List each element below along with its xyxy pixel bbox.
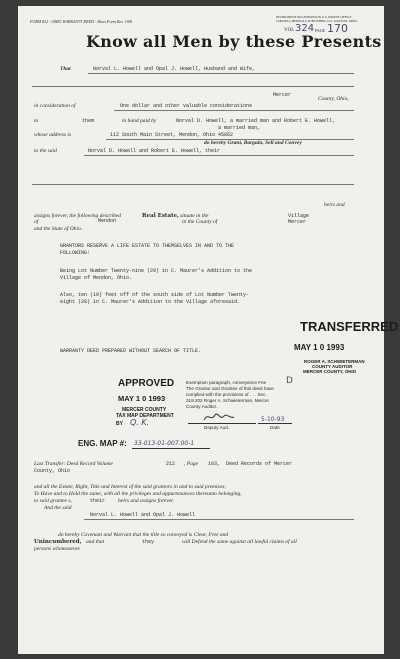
exemption-line-5: County Auditor. [186, 404, 218, 409]
grantees-line-2: a married man, [218, 125, 261, 131]
exemption-line-4: 319.202 Roger A. Schwieterman, Mercer [186, 398, 269, 403]
last-transfer-page: 103, [208, 461, 221, 467]
covenant-line-1: do hereby Covenant and Warrant that the title so conveyed is Clear, Free and [58, 532, 229, 538]
tax-map-line-2: TAX MAP DEPARTMENT [116, 413, 174, 419]
assigns-line: assigns forever, the following described [34, 213, 122, 219]
exemption-mark: D [286, 376, 293, 386]
date-label: Date [270, 425, 280, 430]
exemption-line-1: Exemption paragraph, conveyance Fee [186, 380, 267, 385]
county-label: County, Ohio, [318, 96, 349, 102]
deed-page [18, 6, 399, 654]
eng-map-value: 33-013-01-007.00-1 [134, 440, 195, 447]
form-id: FORM 822 - OHIO WARRANTY DEED - Short Form Rev. 1991 [30, 19, 133, 24]
last-transfer-volume: 212 [166, 461, 176, 467]
address-value: 112 South Main Street, Mendon, Ohio 45862 [110, 132, 234, 138]
county-value: Mercer [273, 92, 292, 98]
rule [258, 423, 292, 424]
page-label: PAGE [315, 28, 326, 33]
eng-map-label: ENG. MAP #: [78, 439, 127, 448]
exemption-line-3: complied with the provisions of . . . Sec. [186, 392, 267, 397]
exemption-line-2: The Grantor and Grantee of this deed have [186, 386, 274, 391]
rule [84, 155, 354, 156]
them-value: them [82, 118, 95, 124]
grantors-again: Norval L. Howell and Opal J. Howell [90, 512, 196, 518]
situate-label: situate in the [180, 213, 209, 219]
real-estate-label: Real Estate, [142, 213, 179, 219]
approved-stamp: APPROVED [118, 378, 175, 389]
auditor-county: MERCER COUNTY, OHIO [303, 369, 357, 374]
mendon-value: Mendon [98, 218, 117, 224]
approved-date: MAY 1 0 1993 [118, 394, 166, 403]
rule [32, 86, 354, 87]
signature-date: 5-10-93 [261, 416, 285, 423]
recorder-note-1: INSTRUMENT REGISTERED IN U.S. PATENT OFFICE [276, 15, 352, 19]
consideration-label: in consideration of [34, 103, 76, 109]
deed-heading: Know all Men by these Presents [86, 32, 382, 51]
village-value: Village [288, 213, 310, 219]
grantees-short: Norval D. Howell and Robert E. Howell, their [88, 148, 221, 154]
reserve-line-2: FOLLOWING: [60, 250, 91, 256]
recorder-note-2: CORNELL-HEIKKILA PUBLISHING CO., DAYTON, OHIO [276, 19, 357, 23]
vol-label: VOL [284, 28, 295, 33]
deputy-label: Deputy Aud. [204, 425, 230, 430]
transferred-stamp: TRANSFERRED [300, 319, 399, 334]
auditor-name: ROGER A. SCHWIETERMAN [304, 359, 365, 364]
lot-line-1: Being Lot Number Twenty-nine (29) in C. Maurer's Addition to the [60, 268, 253, 274]
rule [188, 423, 256, 424]
also-line-2: eight (28) in C. Maurer's Addition to the Village aforesaid. [60, 299, 241, 305]
of-label: of [34, 219, 39, 225]
estate-line-2: To Have and to Hold the same, with all the privileges and appurtenances thereunto belonging, [34, 491, 242, 497]
state-line: and the State of Ohio. [34, 226, 83, 232]
lot-line-2: Village of Mendon, Ohio. [60, 275, 133, 281]
also-line-1: Also, ten (10) feet off of the south side of Lot Number Twenty- [60, 292, 250, 298]
grantees-line-1: Norval D. Howell, a married man and Robert E. Howell, [176, 118, 336, 124]
last-transfer-page-label: , Page [184, 461, 199, 467]
covenant-line-2a: Unincumbered, [34, 539, 82, 545]
grant-clause: do hereby Grant, Bargain, Sell and Convey [204, 140, 302, 146]
last-transfer-records: Deed Records of Mercer [226, 461, 293, 467]
heirs-and: heirs and [324, 202, 345, 208]
auditor-title: COUNTY AUDITOR [312, 364, 353, 369]
consideration-value: One dollar and other valuable considerations [120, 103, 253, 109]
covenant-line-2c: they [142, 539, 155, 545]
page-number: 170 [327, 22, 348, 35]
rule [132, 448, 210, 449]
by-initials: Q. K. [130, 418, 150, 427]
last-transfer-label: Last Transfer: Deed Record Volume [34, 461, 113, 467]
rule [88, 73, 354, 74]
estate-line-3c: heirs and assigns forever. [118, 498, 175, 504]
mercer-value: Mercer [288, 219, 307, 225]
vol-number: 324 [295, 23, 315, 34]
estate-line-3a: to said grantee s, [34, 498, 72, 504]
covenant-line-3: persons whomsoever. [34, 546, 81, 552]
address-label: whose address is [34, 132, 72, 138]
tax-map-line-1: MERCER COUNTY [122, 407, 167, 413]
reserve-line-1: GRANTORS RESERVE A LIFE ESTATE TO THEMSELVES IN AND TO THE [60, 243, 235, 249]
warranty-note: WARRANTY DEED PREPARED WITHOUT SEARCH OF TITLE. [60, 348, 202, 354]
in-county-of: in the County of [182, 219, 218, 225]
by-label: BY [116, 421, 123, 427]
rule [84, 519, 354, 520]
estate-line-3b: their [90, 498, 106, 504]
covenant-line-2d: will Defend the same against all lawful claims of all [182, 539, 297, 545]
to-said-label: to the said [34, 148, 57, 154]
and-the-said: And the said [44, 505, 72, 511]
transfer-date: MAY 1 0 1993 [294, 343, 345, 352]
paid-by-label: in hand paid by [122, 118, 157, 124]
rule [32, 184, 354, 185]
rule [114, 110, 354, 111]
to-label: to [34, 118, 39, 124]
estate-line-1: and all the Estate, Right, Title and Interest of the said grantors in and to said premises; [34, 484, 227, 490]
that-label: That [60, 66, 71, 72]
last-transfer-county: County, Ohio [34, 468, 71, 474]
grantors-name: Norval L. Howell and Opal J. Howell, Husband and Wife, [93, 66, 256, 72]
covenant-line-2b: and that [86, 539, 105, 545]
deputy-signature [202, 411, 236, 423]
